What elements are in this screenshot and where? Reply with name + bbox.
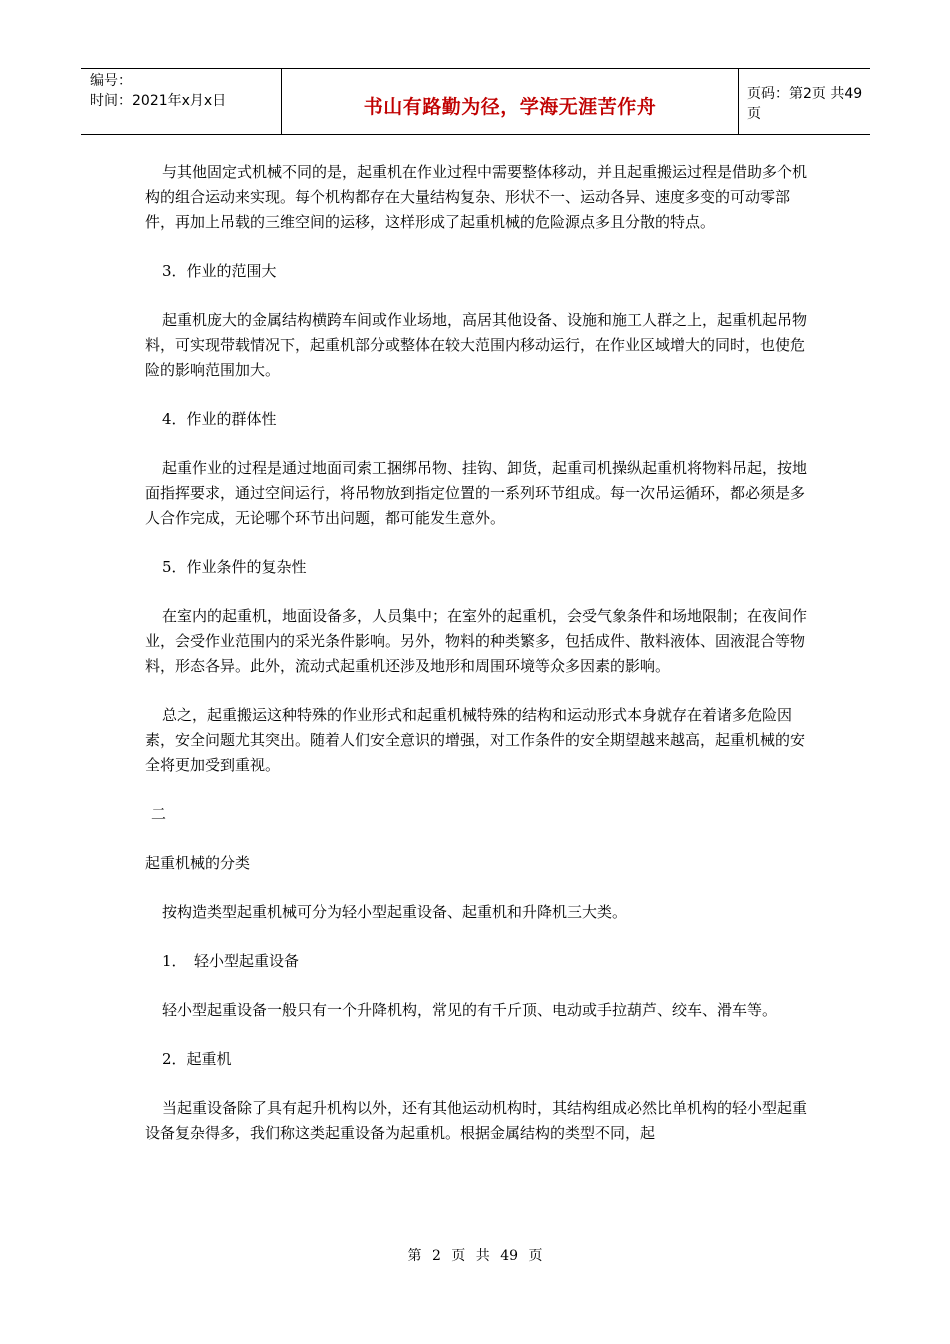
paragraph: 起重作业的过程是通过地面司索工捆绑吊物、挂钩、卸货，起重司机操纵起重机将物料吊起，按地面指挥要求，通过空间运行，将吊物放到指定位置的一系列环节组成。每一次吊运循环，都必须是多人合作完成，无论哪个环节出问题，都可能发生意外。: [145, 459, 808, 527]
section-heading: 4．作业的群体性: [162, 410, 277, 428]
paragraph: 当起重设备除了具有起升机构以外，还有其他运动机构时，其结构组成必然比单机构的轻小型起重设备复杂得多，我们称这类起重设备为起重机。根据金属结构的类型不同，起: [145, 1099, 808, 1142]
paragraph: 按构造类型起重机械可分为轻小型起重设备、起重机和升降机三大类。: [162, 903, 628, 921]
paragraph: 总之，起重搬运这种特殊的作业形式和起重机械特殊的结构和运动形式本身就存在着诸多危险因素，安全问题尤其突出。随着人们安全意识的增强，对工作条件的安全期望越来越高，起重机械的安全将更加受到重视。: [145, 706, 806, 774]
section-number: 二: [151, 805, 167, 823]
header-motto: 书山有路勤为径，学海无涯苦作舟: [282, 69, 739, 134]
paragraph: 轻小型起重设备一般只有一个升降机构，常见的有千斤顶、电动或手拉葫芦、绞车、滑车等。: [162, 1001, 778, 1019]
paragraph: 起重机庞大的金属结构横跨车间或作业场地，高居其他设备、设施和施工人群之上，起重机起吊物料，可实现带载情况下，起重机部分或整体在较大范围内移动运行，在作业区域增大的同时，也使危险的影响范围加大。: [145, 311, 808, 379]
page-header: [81, 68, 870, 135]
section-heading: 3．作业的范围大: [162, 262, 277, 280]
section-heading: 1． 轻小型起重设备: [162, 952, 300, 970]
section-heading: 2．起重机: [162, 1050, 232, 1068]
document-body: [145, 160, 810, 1146]
document-date-label: 时间：2021年x月x日: [90, 93, 227, 109]
document-number-label: 编号：: [90, 73, 132, 89]
section-title: 起重机械的分类: [145, 854, 251, 872]
page-footer: 第 2 页 共 49 页: [407, 1248, 543, 1264]
header-meta: [81, 69, 282, 134]
paragraph: 与其他固定式机械不同的是，起重机在作业过程中需要整体移动，并且起重搬运过程是借助多个机构的组合运动来实现。每个机构都存在大量结构复杂、形状不一、运动各异、速度多变的可动零部件，再加上吊载的三维空间的运移，这样形成了起重机械的危险源点多且分散的特点。: [145, 163, 808, 231]
paragraph: 在室内的起重机，地面设备多，人员集中；在室外的起重机，会受气象条件和场地限制；在夜间作业，会受作业范围内的采光条件影响。另外，物料的种类繁多，包括成件、散料液体、固液混合等物料，形态各异。此外，流动式起重机还涉及地形和周围环境等众多因素的影响。: [145, 607, 808, 675]
header-page-info: 页码：第2页 共49页: [747, 86, 863, 122]
section-heading: 5．作业条件的复杂性: [162, 558, 307, 576]
